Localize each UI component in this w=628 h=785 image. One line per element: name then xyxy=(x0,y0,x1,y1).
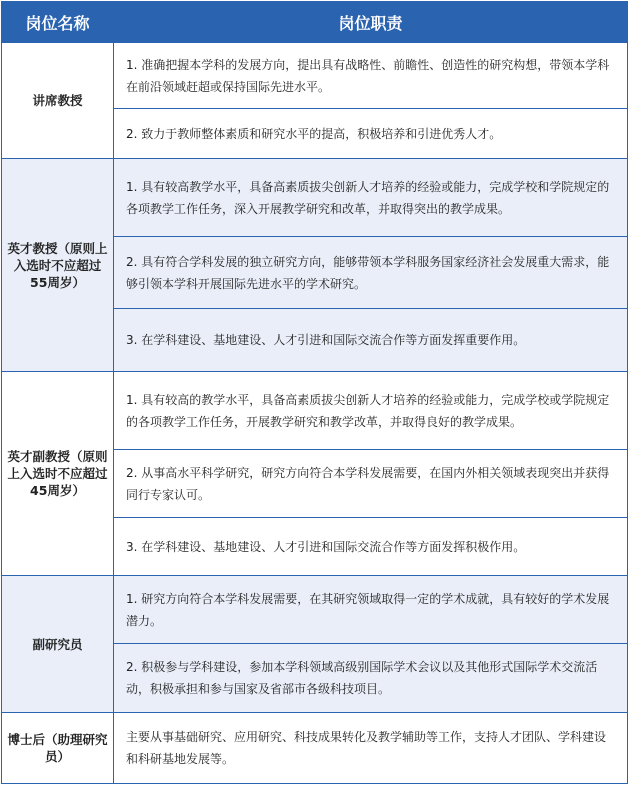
table-row xyxy=(2,43,628,109)
duty-item: 2. 具有符合学科发展的独立研究方向，能够带领本学科服务国家经济社会发展重大需求，能够引领本学科开展国际先进水平的学术研究。 xyxy=(114,237,628,309)
header-position-name: 岗位名称 xyxy=(2,2,114,43)
duty-item: 3. 在学科建设、基地建设、人才引进和国际交流合作等方面发挥积极作用。 xyxy=(114,518,628,576)
duty-item: 1. 研究方向符合本学科发展需要，在其研究领域取得一定的学术成就，具有较好的学术发展潜力。 xyxy=(114,576,628,644)
table-row xyxy=(2,372,628,450)
header-position-duties: 岗位职责 xyxy=(114,2,628,43)
duty-item: 3. 在学科建设、基地建设、人才引进和国际交流合作等方面发挥重要作用。 xyxy=(114,309,628,372)
position-name-chair-professor: 讲席教授 xyxy=(2,43,114,159)
duty-item: 1. 具有较高教学水平，具备高素质拔尖创新人才培养的经验或能力，完成学校和学院规定的各项教学工作任务，深入开展教学研究和改革，并取得突出的教学成果。 xyxy=(114,159,628,237)
position-name-talent-associate-professor: 英才副教授（原则上入选时不应超过45周岁） xyxy=(2,372,114,576)
duty-item: 2. 致力于教师整体素质和研究水平的提高，积极培养和引进优秀人才。 xyxy=(114,109,628,159)
duty-item: 2. 积极参与学科建设，参加本学科领域高级别国际学术会议以及其他形式国际学术交流活动，积极承担和参与国家及省部市各级科技项目。 xyxy=(114,644,628,713)
position-name-talent-professor: 英才教授（原则上入选时不应超过55周岁） xyxy=(2,159,114,372)
table-row xyxy=(2,713,628,784)
duty-item: 2. 从事高水平科学研究，研究方向符合本学科发展需要，在国内外相关领域表现突出并获得同行专家认可。 xyxy=(114,450,628,518)
position-name-associate-researcher: 副研究员 xyxy=(2,576,114,713)
duties-table-container xyxy=(1,1,627,783)
duty-item: 1. 准确把握本学科的发展方向，提出具有战略性、前瞻性、创造性的研究构想，带领本学科在前沿领域赶超或保持国际先进水平。 xyxy=(114,43,628,109)
table-row xyxy=(2,159,628,237)
duty-item: 1. 具有较高的教学水平，具备高素质拔尖创新人才培养的经验或能力，完成学校或学院规定的各项教学工作任务，开展教学研究和教学改革，并取得良好的教学成果。 xyxy=(114,372,628,450)
position-name-postdoc: 博士后（助理研究员） xyxy=(2,713,114,784)
table-header-row xyxy=(2,2,628,43)
position-duties-table xyxy=(1,1,628,784)
duty-item: 主要从事基础研究、应用研究、科技成果转化及教学辅助等工作，支持人才团队、学科建设和科研基地发展等。 xyxy=(114,713,628,784)
table-row xyxy=(2,576,628,644)
